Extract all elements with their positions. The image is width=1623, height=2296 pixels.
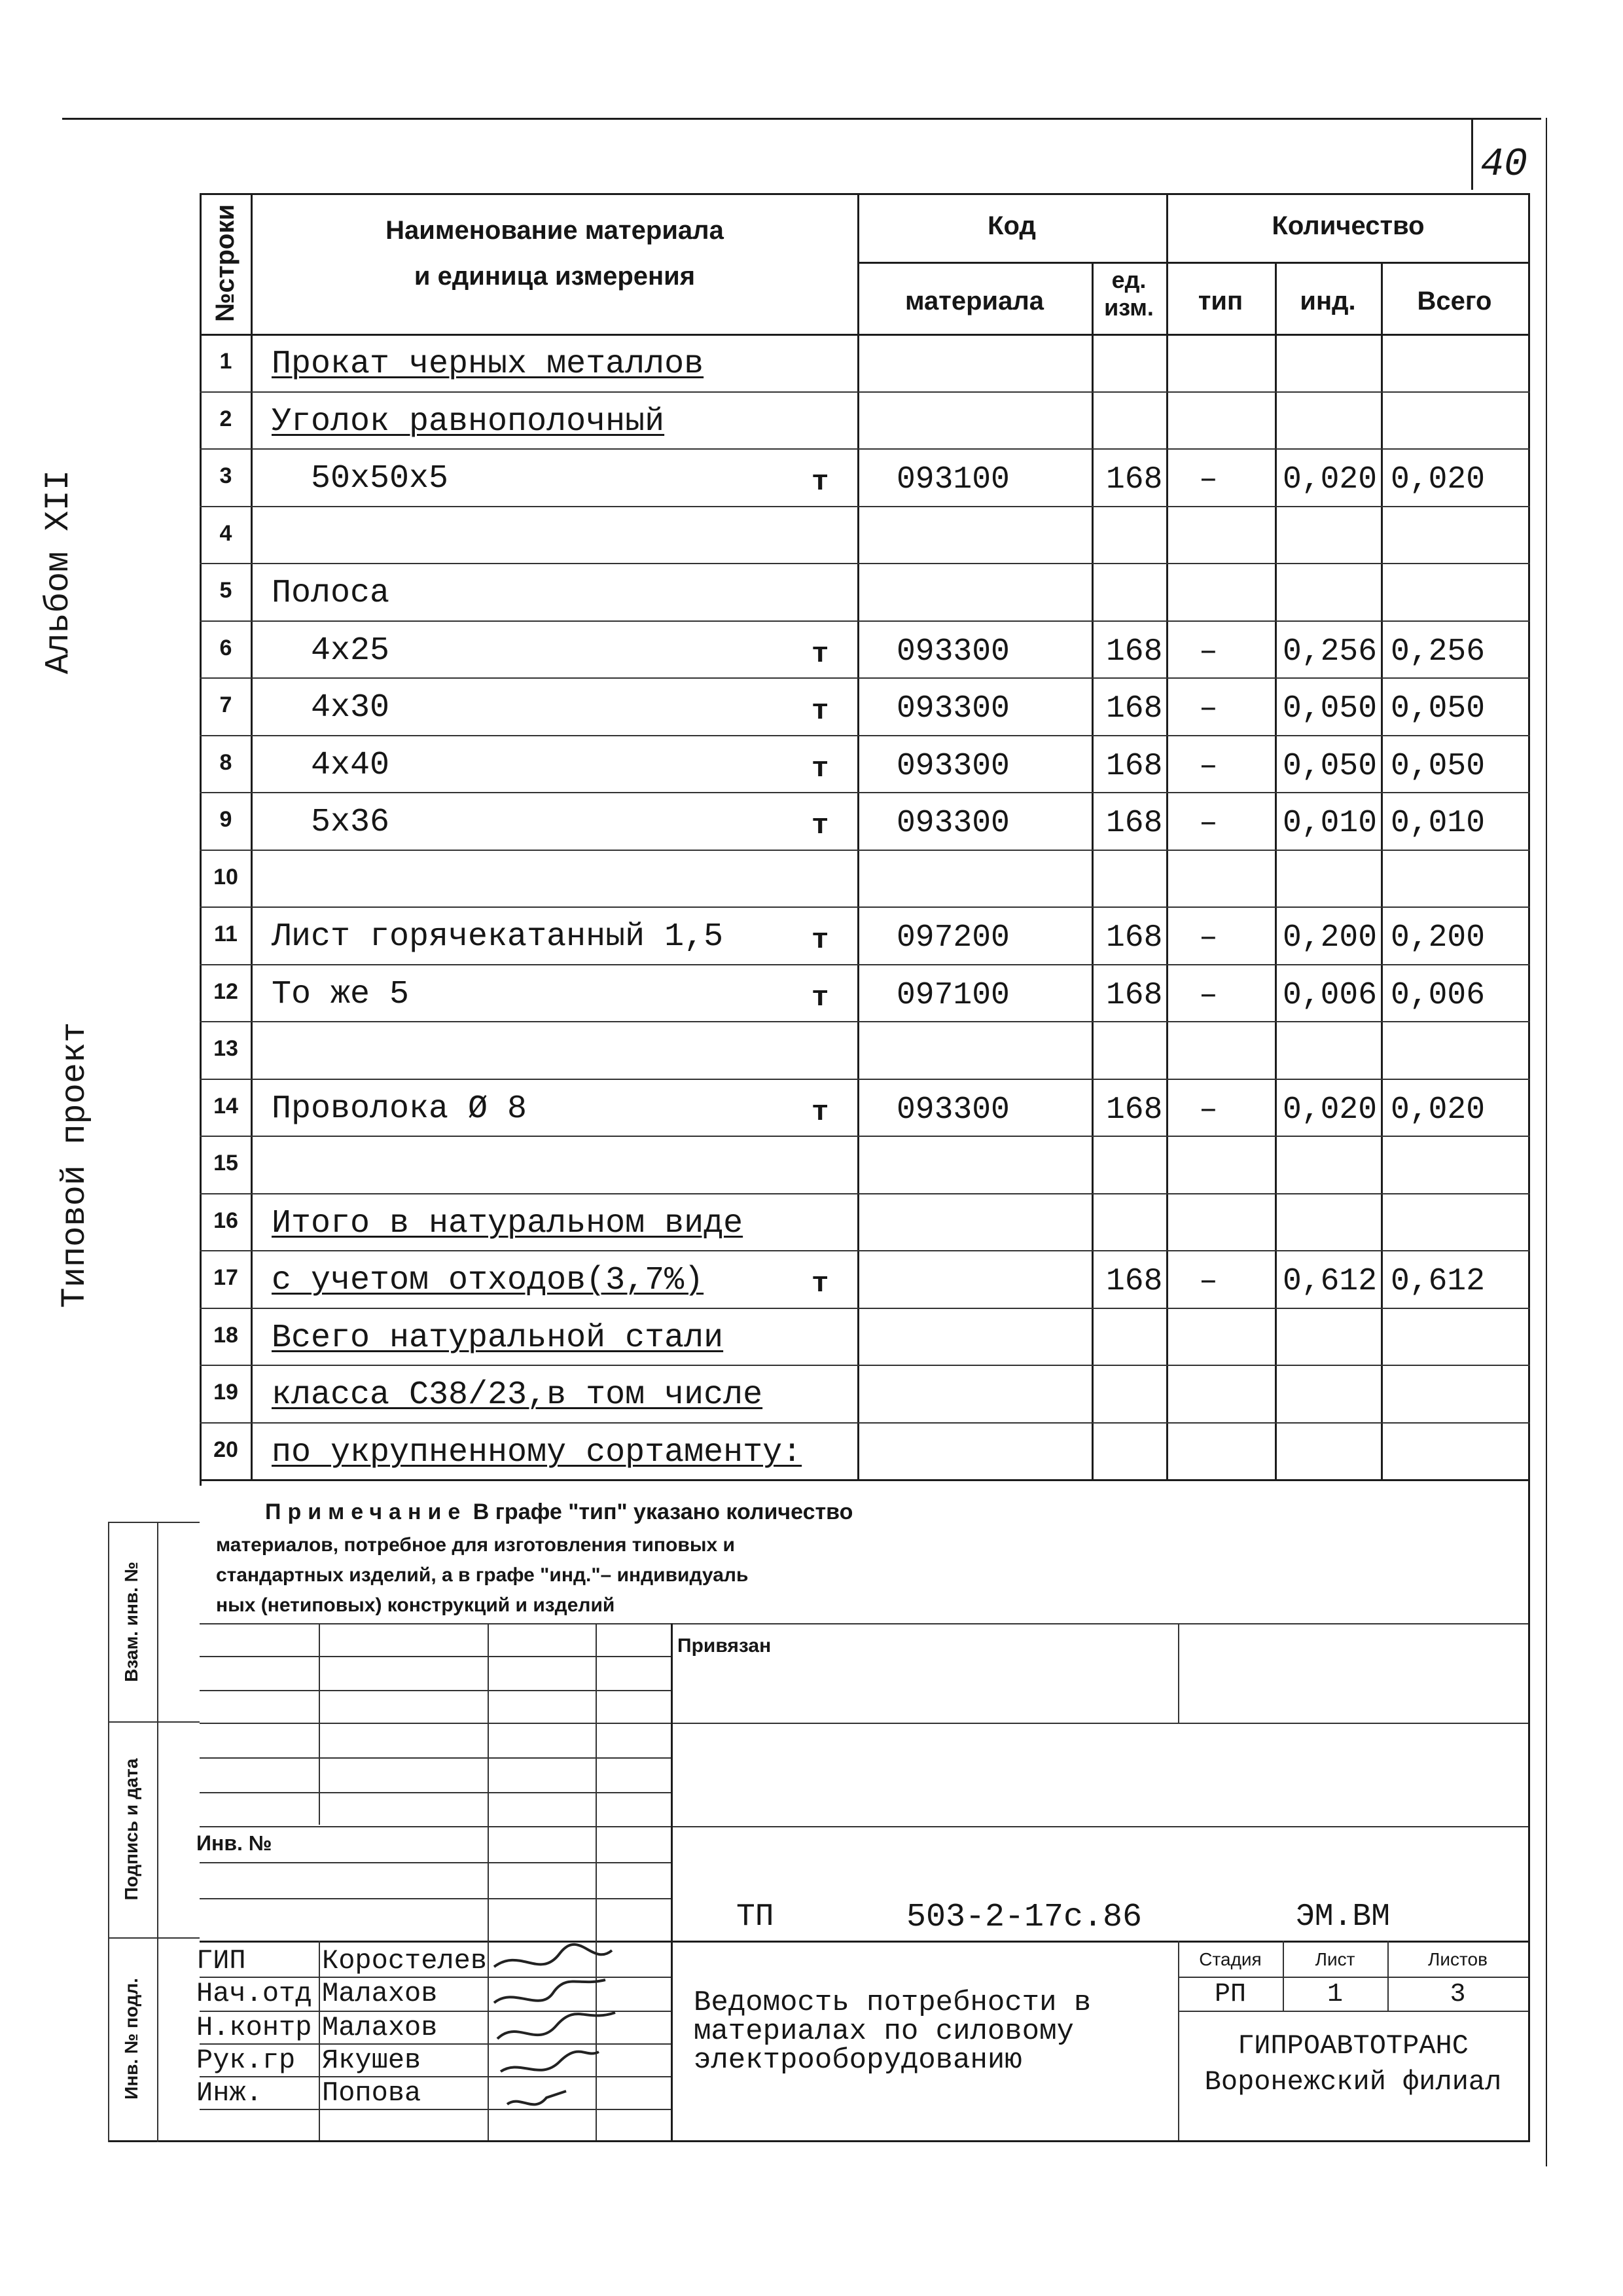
header-name-line2: и единица измерения <box>414 262 696 291</box>
note-top-line <box>200 1479 1530 1481</box>
qty-type: – <box>1199 978 1218 1013</box>
unit: т <box>812 695 829 728</box>
table-left-line <box>200 193 202 1486</box>
material-name: 4x30 <box>311 689 390 726</box>
row-divider <box>200 1250 1530 1251</box>
material-name: Прокат черных металлов <box>272 346 704 383</box>
unit: т <box>812 1268 829 1300</box>
material-name: класса С38/23,в том числе <box>272 1376 763 1414</box>
row-number: 14 <box>213 1094 238 1119</box>
unit: т <box>812 753 829 785</box>
left-strip-div2 <box>108 1937 200 1939</box>
header-unit-line1: ед. <box>1111 266 1147 293</box>
stage-row-line <box>1178 1977 1530 1978</box>
qty-type: – <box>1199 634 1218 670</box>
right-margin-line <box>1546 118 1547 2166</box>
material-name: по укрупненному сортаменту: <box>272 1434 802 1471</box>
material-name: с учетом отходов(3,7%) <box>272 1262 704 1299</box>
row-divider <box>200 1079 1530 1080</box>
ind-col-line <box>1381 262 1383 1479</box>
qty-total: 0,020 <box>1391 462 1486 497</box>
unit: т <box>812 810 829 842</box>
left-strip-div1 <box>108 1721 200 1723</box>
top-border <box>62 118 1541 120</box>
signature-name: Малахов <box>322 1978 438 2009</box>
note-line2: материалов, потребное для изготовления типовых и <box>216 1534 735 1556</box>
row-divider <box>200 620 1530 622</box>
row-number: 13 <box>213 1036 238 1061</box>
header-row-no: №строки <box>211 204 240 322</box>
stamp-h4 <box>200 1723 1530 1724</box>
row-divider <box>200 735 1530 736</box>
stamp-h10 <box>200 1941 1530 1943</box>
unit: т <box>812 1096 829 1129</box>
header-qty-type: тип <box>1198 287 1243 315</box>
qty-total: 0,050 <box>1391 691 1486 726</box>
stage-value: РП <box>1214 1980 1246 2009</box>
note-line3: стандартных изделий, а в графе "инд."– индивидуаль <box>216 1564 749 1586</box>
stamp-h8 <box>200 1862 671 1863</box>
row-divider <box>200 1136 1530 1137</box>
qty-type: – <box>1199 462 1218 497</box>
signature-name: Малахов <box>322 2012 438 2043</box>
stamp-bottom <box>200 2140 1530 2142</box>
left-strip-top <box>108 1522 200 1523</box>
sheets-value: 3 <box>1450 1980 1466 2009</box>
left-strip-outer <box>108 1522 109 2142</box>
qty-ind: 0,050 <box>1283 749 1378 784</box>
type-col-line <box>1275 262 1277 1479</box>
row-number: 1 <box>219 349 232 374</box>
material-name: 50x50x5 <box>311 460 449 497</box>
row-number: 19 <box>213 1380 238 1405</box>
row-number: 10 <box>213 865 238 889</box>
header-qty-ind: инд. <box>1300 287 1356 315</box>
doc-prefix: ТП <box>736 1899 774 1935</box>
row-divider <box>200 677 1530 679</box>
qty-total: 0,612 <box>1391 1264 1486 1299</box>
material-name: Уголок равнополочный <box>272 403 665 440</box>
signature-name: Якушев <box>322 2045 421 2076</box>
left-strip-inner <box>157 1522 158 2142</box>
row-divider <box>200 1365 1530 1366</box>
stamp-h9 <box>200 1898 671 1899</box>
page-number: 40 <box>1480 143 1528 187</box>
uom-code: 168 <box>1106 691 1163 726</box>
qty-type: – <box>1199 1092 1218 1128</box>
note-line4: ных (нетиповых) конструкций и изделий <box>216 1594 615 1616</box>
uom-code: 168 <box>1106 1092 1163 1128</box>
row-number: 2 <box>219 406 232 431</box>
row-divider <box>200 1193 1530 1194</box>
qty-type: – <box>1199 920 1218 956</box>
stamp-h1 <box>200 1623 1530 1624</box>
signature-role: Нач.отд <box>196 1978 312 2009</box>
row-number: 18 <box>213 1323 238 1348</box>
side-label-typical-project: Типовой проект <box>56 1022 94 1308</box>
qty-total: 0,006 <box>1391 978 1486 1013</box>
material-code: 093300 <box>897 691 1010 726</box>
row-number: 5 <box>219 578 232 603</box>
qty-total: 0,050 <box>1391 749 1486 784</box>
qty-ind: 0,010 <box>1283 806 1378 841</box>
row-divider <box>200 1422 1530 1424</box>
signature-name: Коростелев <box>322 1945 488 1977</box>
page-number-box-left <box>1471 118 1473 190</box>
sheet-label: Лист <box>1315 1949 1355 1969</box>
signature-name: Попова <box>322 2077 421 2109</box>
row-number: 17 <box>213 1265 238 1290</box>
qty-type: – <box>1199 806 1218 841</box>
material-code: 093300 <box>897 749 1010 784</box>
signature-role: Рук.гр <box>196 2045 296 2076</box>
qty-ind: 0,006 <box>1283 978 1378 1013</box>
row-divider <box>200 964 1530 965</box>
row-divider <box>200 792 1530 793</box>
stamp-v4 <box>671 1623 673 2140</box>
stamp-h5 <box>200 1757 671 1759</box>
header-qty-total: Всего <box>1417 287 1492 315</box>
table-right-line <box>1528 193 1530 1816</box>
row-number: 12 <box>213 979 238 1004</box>
row-number: 9 <box>219 807 232 832</box>
qty-type: – <box>1199 1264 1218 1299</box>
qty-ind: 0,020 <box>1283 462 1378 497</box>
stamp-h2 <box>200 1656 671 1657</box>
qty-ind: 0,256 <box>1283 634 1378 670</box>
material-code: 093100 <box>897 462 1010 497</box>
row-divider <box>200 563 1530 564</box>
org-branch: Воронежский филиал <box>1204 2066 1502 2098</box>
unit: т <box>812 982 829 1014</box>
qty-ind: 0,050 <box>1283 691 1378 726</box>
material-code: 093300 <box>897 806 1010 841</box>
material-name: Проволока Ø 8 <box>272 1090 527 1128</box>
signature-role: Инж. <box>196 2077 262 2109</box>
uom-code: 168 <box>1106 920 1163 956</box>
table-top-line <box>200 193 1530 195</box>
row-number: 4 <box>219 521 232 546</box>
doc-title-line1: Ведомость потребности в <box>694 1986 1092 2019</box>
qty-ind: 0,200 <box>1283 920 1378 956</box>
privyazan-label: Привязан <box>677 1635 772 1657</box>
label-vzam: Взам. инв. № <box>121 1562 141 1682</box>
header-unit-line2: изм. <box>1104 294 1154 321</box>
header-bottom-line <box>200 334 1530 336</box>
material-name: 4x25 <box>311 632 390 670</box>
label-inv-podl: Инв. № подл. <box>121 1978 141 2100</box>
header-name-line1: Наименование материала <box>385 216 724 245</box>
signature-role: ГИП <box>196 1945 246 1977</box>
material-code: 097100 <box>897 978 1010 1013</box>
header-code-material: материала <box>904 287 1044 315</box>
stamp-h6 <box>200 1792 671 1793</box>
label-podpis: Подпись и дата <box>121 1758 141 1901</box>
sheets-label: Листов <box>1428 1949 1488 1969</box>
stamp-v1b <box>319 1941 320 2140</box>
material-code: 093300 <box>897 1092 1010 1128</box>
doc-title-line3: электрооборудованию <box>694 2044 1022 2077</box>
qty-total: 0,200 <box>1391 920 1486 956</box>
material-name: То же 5 <box>272 976 410 1013</box>
stamp-v1 <box>319 1623 320 1825</box>
qty-total: 0,010 <box>1391 806 1486 841</box>
signature-scribbles <box>481 1941 638 2137</box>
row-number: 7 <box>219 692 232 717</box>
inv-no-label: Инв. № <box>196 1831 272 1855</box>
material-code: 097200 <box>897 920 1010 956</box>
row-divider <box>200 506 1530 507</box>
stamp-h3 <box>200 1690 671 1691</box>
header-code: Код <box>988 211 1036 240</box>
material-name: Всего натуральной стали <box>272 1319 724 1357</box>
qty-total: 0,256 <box>1391 634 1486 670</box>
material-code: 093300 <box>897 634 1010 670</box>
sheet-value: 1 <box>1327 1980 1343 2009</box>
row-divider <box>200 1308 1530 1309</box>
qty-ind: 0,612 <box>1283 1264 1378 1299</box>
org-name: ГИПРОАВТОТРАНС <box>1238 2030 1469 2062</box>
uom-code: 168 <box>1106 806 1163 841</box>
qty-type: – <box>1199 691 1218 726</box>
header-quantity: Количество <box>1272 211 1425 240</box>
row-divider <box>200 1021 1530 1022</box>
row-divider <box>200 906 1530 908</box>
unit: т <box>812 466 829 499</box>
material-name: Итого в натуральном виде <box>272 1205 743 1242</box>
qty-ind: 0,020 <box>1283 1092 1378 1128</box>
doc-title-line2: материалах по силовому <box>694 2015 1074 2048</box>
row-number: 11 <box>214 922 238 946</box>
note-lead: Примечание <box>265 1499 467 1524</box>
row-number: 3 <box>219 463 232 488</box>
uom-code: 168 <box>1106 462 1163 497</box>
stamp-h7 <box>200 1826 1530 1827</box>
stamp-right <box>1528 1623 1530 2140</box>
doc-number: 503-2-17с.86 <box>906 1899 1143 1936</box>
note-line1-text: В графе "тип" указано количество <box>467 1499 853 1524</box>
row-number: 15 <box>213 1151 238 1175</box>
material-name: 4x40 <box>311 747 390 784</box>
unit: т <box>812 638 829 671</box>
row-divider <box>200 391 1530 393</box>
code-col-line <box>1092 262 1094 1479</box>
material-name: Полоса <box>272 575 390 612</box>
qty-total: 0,020 <box>1391 1092 1486 1128</box>
side-label-album: Альбом XII <box>39 469 78 674</box>
uom-code: 168 <box>1106 978 1163 1013</box>
uom-code: 168 <box>1106 634 1163 670</box>
row-number: 16 <box>213 1208 238 1233</box>
doc-code: ЭМ.ВМ <box>1296 1899 1391 1935</box>
row-divider <box>200 448 1530 450</box>
uom-col-line <box>1166 193 1168 1479</box>
unit: т <box>812 924 829 957</box>
row-number: 6 <box>219 636 232 660</box>
stage-row-line2 <box>1178 2011 1530 2012</box>
row-number: 8 <box>219 750 232 775</box>
stage-label: Стадия <box>1199 1949 1262 1969</box>
stamp-v5 <box>1178 1623 1179 1723</box>
row-divider <box>200 850 1530 851</box>
qty-type: – <box>1199 749 1218 784</box>
header-mid-line <box>857 262 1530 264</box>
uom-code: 168 <box>1106 749 1163 784</box>
uom-code: 168 <box>1106 1264 1163 1299</box>
row-number: 20 <box>213 1437 238 1462</box>
material-name: 5x36 <box>311 804 390 841</box>
signature-role: Н.контр <box>196 2012 312 2043</box>
material-name: Лист горячекатанный 1,5 <box>272 918 724 956</box>
note-line1 <box>265 1501 853 1523</box>
name-col-line <box>857 193 859 1479</box>
